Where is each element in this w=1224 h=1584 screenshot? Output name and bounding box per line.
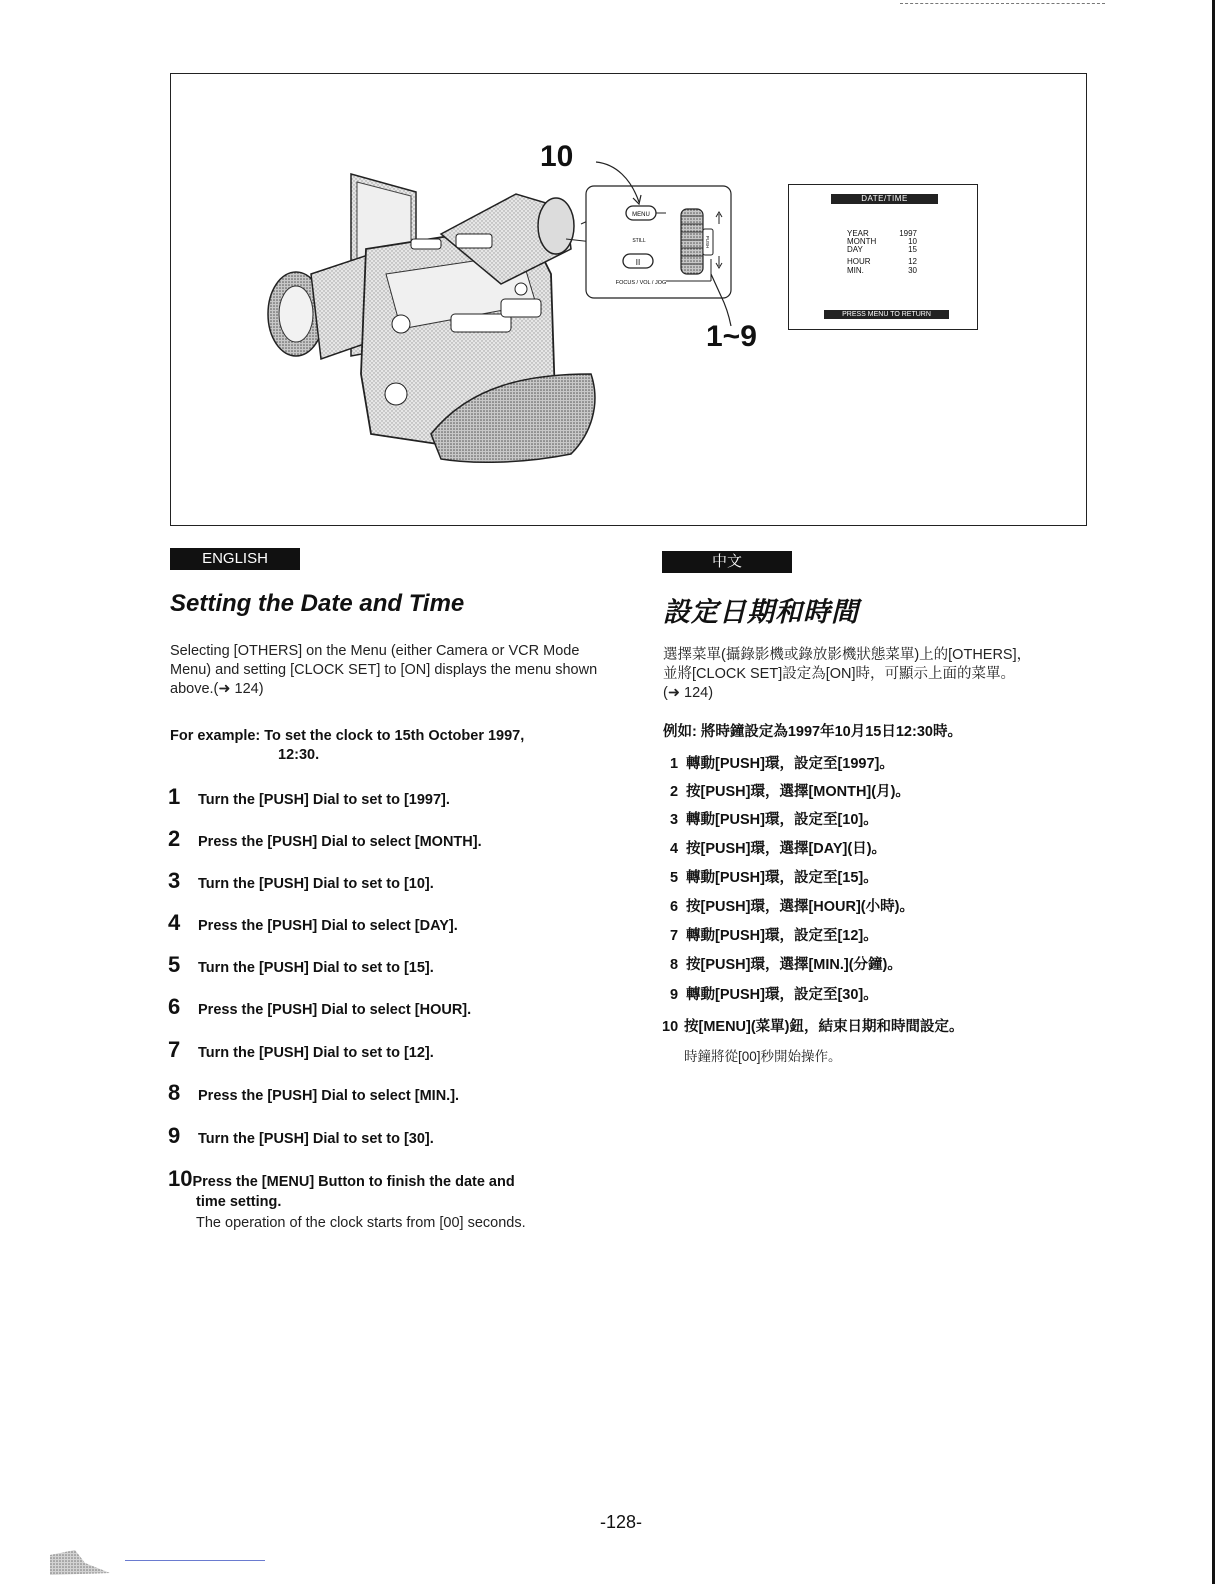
screen-title: DATE/TIME (831, 194, 938, 204)
step-item (670, 752, 894, 773)
step-text: 按[PUSH]環，選擇[DAY](日)。 (686, 841, 887, 857)
example-english (170, 727, 600, 765)
step-number: 3 (168, 868, 181, 893)
svg-text:II: II (635, 258, 641, 267)
step-number: 4 (670, 841, 679, 857)
screen-row-day (847, 246, 917, 254)
language-badge-english: ENGLISH (170, 548, 300, 570)
example-chinese: 例如: 將時鐘設定為1997年10月15日12:30時。 (663, 724, 962, 740)
screen-row-label: MIN. (847, 266, 864, 275)
step-text: 轉動[PUSH]環，設定至[15]。 (686, 870, 878, 886)
step-item (670, 780, 910, 801)
step-text: Press the [PUSH] Dial to select [HOUR]. (198, 1002, 472, 1018)
step-note-chinese: 時鐘將從[00]秒開始操作。 (684, 1049, 842, 1064)
push-label: PUSH (705, 235, 710, 249)
screen-row-value: 30 (908, 266, 917, 275)
step-item-10 (168, 1166, 608, 1234)
language-badge-chinese: 中文 (662, 551, 792, 573)
step-text: Turn the [PUSH] Dial to set to [12]. (198, 1045, 434, 1061)
step-text: 轉動[PUSH]環，設定至[1997]。 (686, 756, 894, 772)
example-line-1: For example: To set the clock to 15th October 1997, (170, 728, 525, 744)
step-number: 7 (670, 928, 679, 944)
callout-label-10: 10 (540, 140, 574, 173)
intro-line: 並將[CLOCK SET]設定為[ON]時，可顯示上面的菜單。 (663, 666, 1016, 682)
step-number: 3 (670, 812, 679, 828)
step-item (168, 910, 458, 936)
step-item (168, 1123, 434, 1149)
page-binding-edge (1212, 0, 1215, 1584)
step-number: 5 (670, 870, 679, 886)
step-number: 1 (168, 784, 181, 809)
step-text: 轉動[PUSH]環，設定至[30]。 (686, 987, 878, 1003)
step-text: Turn the [PUSH] Dial to set to [30]. (198, 1131, 434, 1147)
still-label: STILL (632, 238, 646, 244)
step-number: 8 (168, 1080, 181, 1105)
step-number: 6 (670, 899, 679, 915)
step-number: 2 (168, 826, 181, 851)
step-item (168, 784, 450, 810)
step-text: Turn the [PUSH] Dial to set to [1997]. (198, 792, 450, 808)
step-number: 1 (670, 756, 679, 772)
step-text: Press the [MENU] Button to finish the date and (192, 1174, 515, 1190)
step-note: The operation of the clock starts from [00] seconds. (196, 1215, 526, 1231)
step-number: 9 (168, 1123, 181, 1148)
screen-row-label: MONTH (847, 237, 877, 246)
step-item (168, 826, 482, 852)
step-item (670, 837, 886, 858)
intro-line: 選擇菜單(攝錄影機或錄放影機狀態菜單)上的[OTHERS]， (663, 647, 1032, 663)
step-text: Press the [PUSH] Dial to select [MONTH]. (198, 834, 482, 850)
screen-row-label: YEAR (847, 229, 869, 238)
scan-smudge (50, 1545, 110, 1575)
step-number: 4 (168, 910, 181, 935)
footer-rule (125, 1560, 265, 1561)
step-item (670, 953, 902, 974)
step-number: 7 (168, 1037, 181, 1062)
section-heading-chinese: 設定日期和時間 (663, 597, 859, 627)
screen-row-value: 15 (908, 245, 917, 254)
step-text: 轉動[PUSH]環，設定至[12]。 (686, 928, 878, 944)
step-item (670, 924, 878, 945)
screen-row-value: 12 (908, 257, 917, 266)
date-time-menu-screen (788, 184, 978, 330)
step-item (168, 868, 434, 894)
step-item-10 (662, 1015, 964, 1036)
step-text: 按[PUSH]環，選擇[MIN.](分鐘)。 (686, 957, 902, 973)
step-number: 5 (168, 952, 181, 977)
step-text: 按[PUSH]環，選擇[HOUR](小時)。 (686, 899, 914, 915)
step-item (670, 808, 878, 829)
intro-line: (➜ 124) (663, 685, 714, 701)
step-number: 6 (168, 994, 181, 1019)
screen-row-label: DAY (847, 245, 863, 254)
menu-button-label: MENU (632, 212, 650, 218)
step-text: 按[MENU](菜單)鈕，結束日期和時間設定。 (684, 1019, 964, 1035)
callout-label-1-9: 1~9 (706, 320, 757, 353)
screen-footer: PRESS MENU TO RETURN (824, 310, 949, 319)
camcorder-figure (170, 73, 1087, 526)
section-heading-english: Setting the Date and Time (170, 590, 465, 617)
example-line-2: 12:30. (278, 747, 320, 763)
step-item (168, 1037, 434, 1063)
step-item (168, 1080, 459, 1106)
step-number: 10 (662, 1019, 679, 1035)
step-text: 按[PUSH]環，選擇[MONTH](月)。 (686, 784, 910, 800)
step-item (168, 994, 471, 1020)
step-text: Press the [PUSH] Dial to select [DAY]. (198, 918, 458, 934)
screen-row-value: 1997 (899, 229, 917, 238)
step-number: 9 (670, 987, 679, 1003)
step-text: 轉動[PUSH]環，設定至[10]。 (686, 812, 878, 828)
page-number: -128- (600, 1512, 643, 1532)
intro-paragraph-chinese (663, 646, 1093, 703)
step-text-continued: time setting. (196, 1194, 282, 1210)
step-text: Press the [PUSH] Dial to select [MIN.]. (198, 1088, 460, 1104)
screen-row-min (847, 267, 917, 275)
step-number: 2 (670, 784, 679, 800)
focus-vol-jog-label: FOCUS / VOL / JOG (615, 280, 667, 286)
top-edge-mark (900, 3, 1105, 4)
step-item (670, 866, 878, 887)
step-text: Turn the [PUSH] Dial to set to [15]. (198, 960, 434, 976)
screen-row-value: 10 (908, 237, 917, 246)
step-number: 10 (168, 1166, 193, 1191)
step-item (670, 895, 914, 916)
intro-paragraph-english: Selecting [OTHERS] on the Menu (either Camera or VCR Mode Menu) and setting [CLOCK SET] to [ON] displays the menu shown above.(➜ 124) (170, 643, 598, 697)
screen-row-label: HOUR (847, 257, 871, 266)
step-item (670, 983, 878, 1004)
screen-row-hour (847, 258, 917, 266)
step-text: Turn the [PUSH] Dial to set to [10]. (198, 876, 434, 892)
step-item (168, 952, 434, 978)
step-number: 8 (670, 957, 679, 973)
